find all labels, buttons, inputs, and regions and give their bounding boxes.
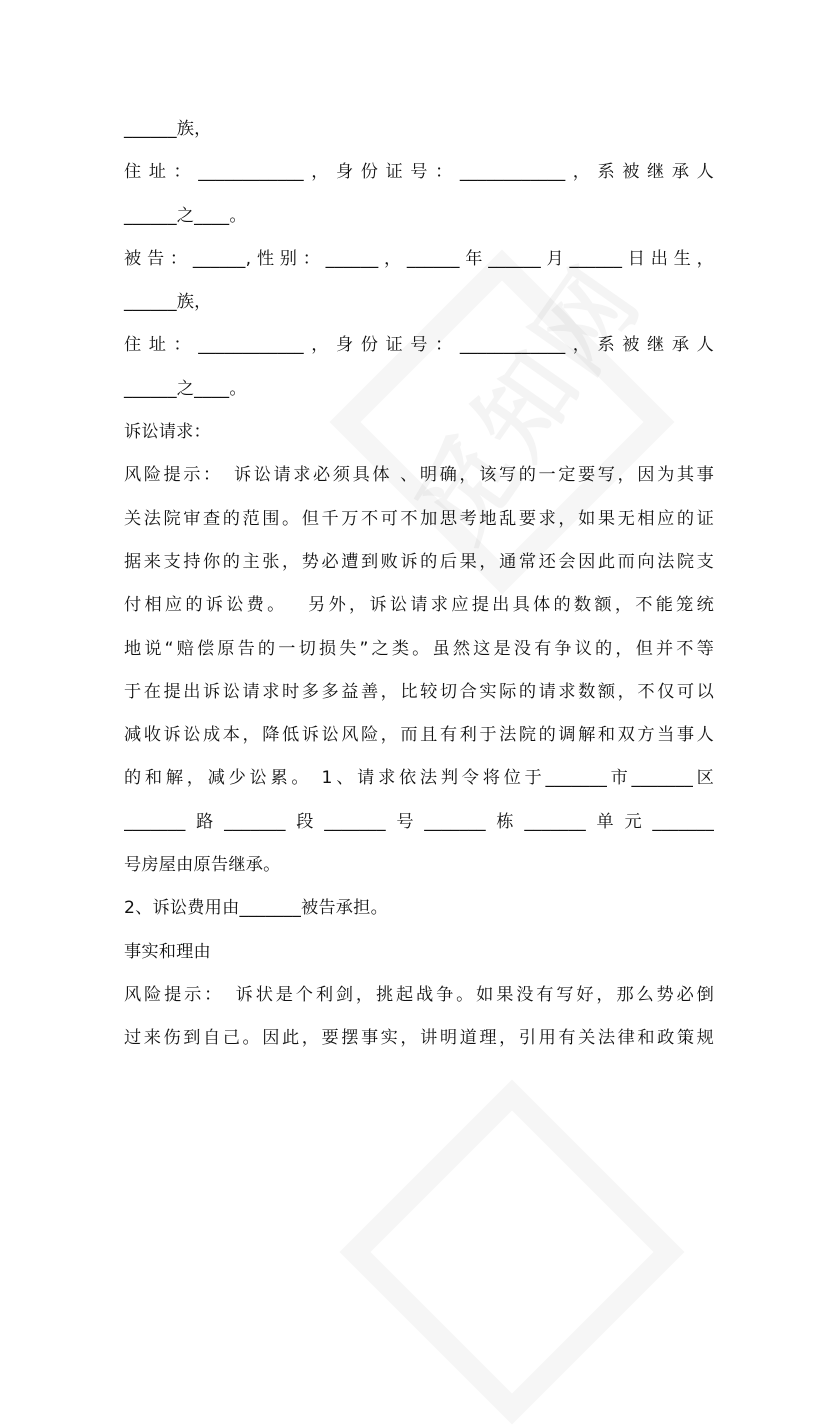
plaintiff-relation-line: ______之____。 [124,205,247,226]
claim-1-end-line: 号房屋由原告继承。 [124,855,281,876]
defendant-info-line: 被告：______,性别：______，______年______月______日出生， [124,248,714,269]
facts-risk-paragraph-line: 过来伤到自己。因此，要摆事实，讲明道理，引用有关法律和政策规 [124,1028,714,1049]
claims-risk-paragraph-line: 地说“赔偿原告的一切损失”之类。虽然这是没有争议的，但并不等 [124,638,714,659]
defendant-address-line: 住址：____________，身份证号：____________，系被继承人 [124,335,714,356]
plaintiff-address-line: 住址：____________，身份证号：____________，系被继承人 [124,162,714,183]
facts-risk-paragraph-line: 风险提示： 诉状是个利剑，挑起战争。如果没有写好，那么势必倒 [124,984,714,1005]
claims-risk-paragraph-line: 据来支持你的主张，势必遭到败诉的后果，通常还会因此而向法院支 [124,551,714,572]
claim-1-line: 的和解，减少讼累。 1、请求依法判令将位于_______市_______区 [124,768,714,789]
claims-risk-paragraph-line: 风险提示： 诉讼请求必须具体 、明确，该写的一定要写，因为其事 [124,465,714,486]
claim-1-address-line: _______路_______段_______号_______栋_______单元_______ [124,811,714,832]
claims-heading: 诉讼请求： [124,422,211,443]
claim-2-line: 2、诉讼费用由_______被告承担。 [124,898,388,919]
watermark-diamond-bottom [339,1079,684,1424]
claims-risk-paragraph-line: 减收诉讼成本，降低诉讼风险，而且有利于法院的调解和双方当事人 [124,725,714,746]
document-body [124,108,714,1061]
claims-risk-paragraph-line: 付相应的诉讼费。 另外，诉讼请求应提出具体的数额，不能笼统 [124,595,714,616]
claims-risk-paragraph-line: 关法院审查的范围。但千万不可不加思考地乱要求，如果无相应的证 [124,508,714,529]
claims-risk-paragraph-line: 于在提出诉讼请求时多多益善，比较切合实际的请求数额，不仅可以 [124,681,714,702]
plaintiff-ethnicity-line: ______族， [124,119,212,139]
defendant-ethnicity-line: ______族， [124,292,212,313]
defendant-relation-line: ______之____。 [124,378,247,399]
facts-heading: 事实和理由 [124,941,211,962]
